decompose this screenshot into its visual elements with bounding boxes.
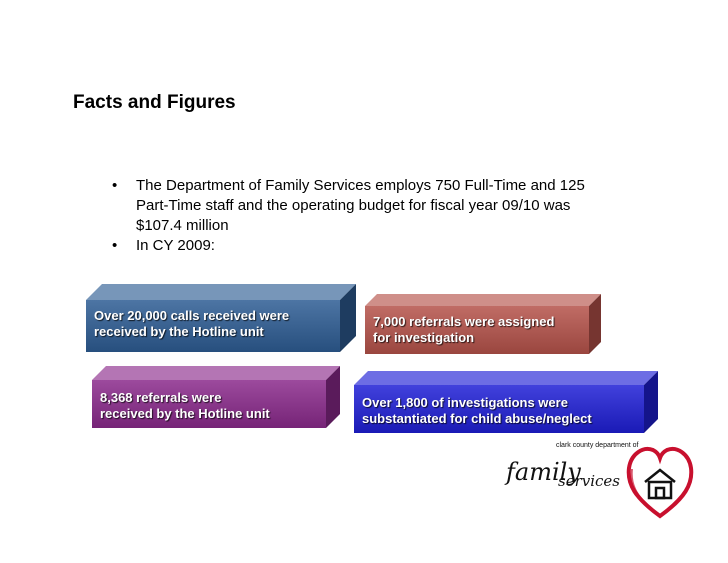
box-line-2: received by the Hotline unit bbox=[94, 324, 264, 339]
family-services-logo bbox=[500, 436, 695, 526]
bullet-text: In CY 2009: bbox=[136, 237, 215, 254]
stat-box-referrals-assigned bbox=[365, 296, 601, 356]
bullet-item bbox=[112, 176, 592, 236]
box-top-face bbox=[86, 284, 356, 300]
slide-title: Facts and Figures bbox=[73, 92, 236, 113]
bullet-item bbox=[112, 236, 592, 256]
bullet-list bbox=[112, 176, 592, 256]
logo-small-text: clark county department of bbox=[556, 442, 639, 449]
bullet-text: The Department of Family Services employs 750 Full-Time and 125 Part-Time staff and the operating budget for fiscal year 09/10 was $107.4 million bbox=[136, 177, 585, 234]
bullet-dot: • bbox=[112, 237, 118, 254]
box-line-2: for investigation bbox=[373, 330, 475, 345]
logo-word-family: family bbox=[506, 458, 581, 486]
stat-box-hotline-calls bbox=[86, 290, 356, 352]
box-line-2: substantiated for child abuse/neglect bbox=[362, 411, 592, 426]
stat-box-investigations-substantiated bbox=[354, 375, 658, 435]
box-line-1: 7,000 referrals were assigned bbox=[373, 314, 555, 329]
box-line-2: received by the Hotline unit bbox=[100, 406, 270, 421]
box-top-face bbox=[354, 371, 658, 385]
heart-house-icon bbox=[625, 436, 695, 524]
logo-word-services: services bbox=[558, 472, 620, 490]
stat-box-referrals-received bbox=[92, 370, 340, 430]
box-line-1: Over 1,800 of investigations were bbox=[362, 395, 568, 410]
box-top-face bbox=[365, 294, 601, 306]
box-top-face bbox=[92, 366, 340, 380]
bullet-dot: • bbox=[112, 177, 118, 194]
box-line-1: Over 20,000 calls received were bbox=[94, 308, 290, 323]
box-line-1: 8,368 referrals were bbox=[100, 390, 222, 405]
